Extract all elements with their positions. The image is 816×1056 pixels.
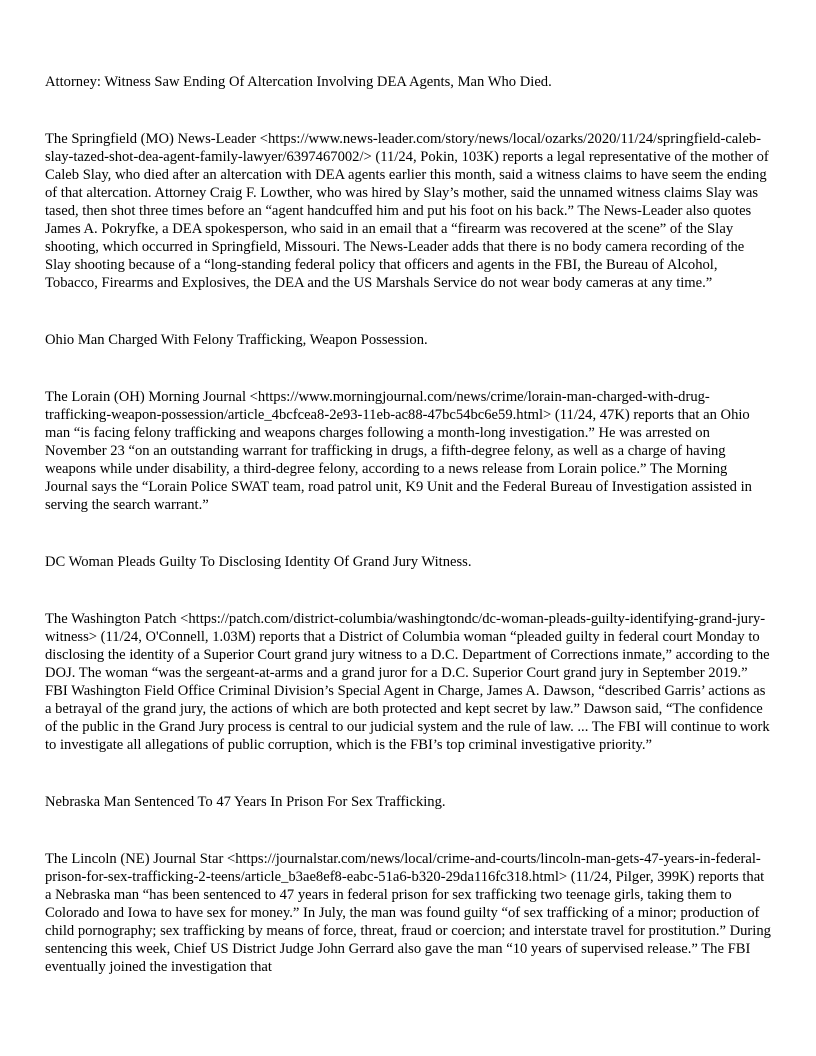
spacer [45,754,773,793]
article-body: The Washington Patch <https://patch.com/district-columbia/washingtondc/dc-woman-pleads-guilty-identifying-grand-jury-witness> (11/24, O'Connell, 1.03M) reports that a District of Columbia woman “pleaded guilty in federal court Monday to disclosing the identity of a Superior Court grand jury witness to a D.C. Department of Corrections inmate,” according to the DOJ. The woman “was the sergeant-at-arms and a grand juror for a D.C. Superior Court grand jury in September 2019.” FBI Washington Field Office Criminal Division’s Special Agent in Charge, James A. Dawson, “described Garris’ actions as a betrayal of the grand jury, the actions of which are both protected and kept secret by law.” Dawson said, “The confidence of the public in the Grand Jury process is central to our judicial system and the rule of law. ... The FBI will continue to work to investigate all allegations of public corruption, which is the FBI’s top criminal investigative priority.” [45,611,770,753]
article-headline: Nebraska Man Sentenced To 47 Years In Prison For Sex Trafficking. [45,794,446,810]
article-body: The Lorain (OH) Morning Journal <https://www.morningjournal.com/news/crime/lorain-man-charged-with-drug-trafficking-weapon-possession/article_4bcfcea8-2e93-11eb-ac88-47bc54bc6e59.html> (11/24, 47K) reports that an Ohio man “is facing felony trafficking and weapons charges following a month-long investigation.” He was arrested on November 23 “on an outstanding warrant for trafficking in drugs, a fifth-degree felony, as well as a charge of having weapons while under disability, a third-degree felony, according to a news release from Lorain police.” The Morning Journal says the “Lorain Police SWAT team, road patrol unit, K9 Unit and the Federal Bureau of Investigation assisted in serving the search warrant.” [45,389,752,513]
spacer [45,811,773,850]
spacer [45,571,773,610]
spacer [45,514,773,553]
article-headline: DC Woman Pleads Guilty To Disclosing Identity Of Grand Jury Witness. [45,554,472,570]
article-body: The Springfield (MO) News-Leader <https://www.news-leader.com/story/news/local/ozarks/2020/11/24/springfield-caleb-slay-tazed-shot-dea-agent-family-lawyer/6397467002/> (11/24, Pokin, 103K) reports a legal representative of the mother of Caleb Slay, who died after an altercation with DEA agents earlier this month, said a witness claims to have seem the ending of that altercation. Attorney Craig F. Lowther, who was hired by Slay’s mother, said the unnamed witness claims Slay was tased, then shot three times before an “agent handcuffed him and put his foot on his back.” The News-Leader also quotes James A. Pokryfke, a DEA spokesperson, who said in an email that a “firearm was recovered at the scene” of the Slay shooting, which occurred in Springfield, Missouri. The News-Leader adds that there is no body camera recording of the Slay shooting because of a “long-standing federal policy that officers and agents in the FBI, the Bureau of Alcohol, Tobacco, Firearms and Explosives, the DEA and the US Marshals Service do not wear body cameras at any time.” [45,131,769,291]
article-body: The Lincoln (NE) Journal Star <https://journalstar.com/news/local/crime-and-courts/lincoln-man-gets-47-years-in-federal-prison-for-sex-trafficking-2-teens/article_b3ae8ef8-eabc-51a6-b320-29da116fc318.html> (11/24, Pilger, 399K) reports that a Nebraska man “has been sentenced to 47 years in federal prison for sex trafficking two teenage girls, taking them to Colorado and Iowa to have sex for money.” In July, the man was found guilty “of sex trafficking of a minor; production of child pornography; sex trafficking by means of force, threat, fraud or coercion; and interstate travel for prostitution.” During sentencing this week, Chief US District Judge John Gerrard also gave the man “10 years of supervised release.” The FBI eventually joined the investigation that [45,851,771,975]
article-headline: Attorney: Witness Saw Ending Of Altercation Involving DEA Agents, Man Who Died. [45,74,552,90]
spacer [45,292,773,331]
spacer [45,91,773,130]
document-page [45,73,773,976]
article-headline: Ohio Man Charged With Felony Trafficking, Weapon Possession. [45,332,428,348]
spacer [45,349,773,388]
